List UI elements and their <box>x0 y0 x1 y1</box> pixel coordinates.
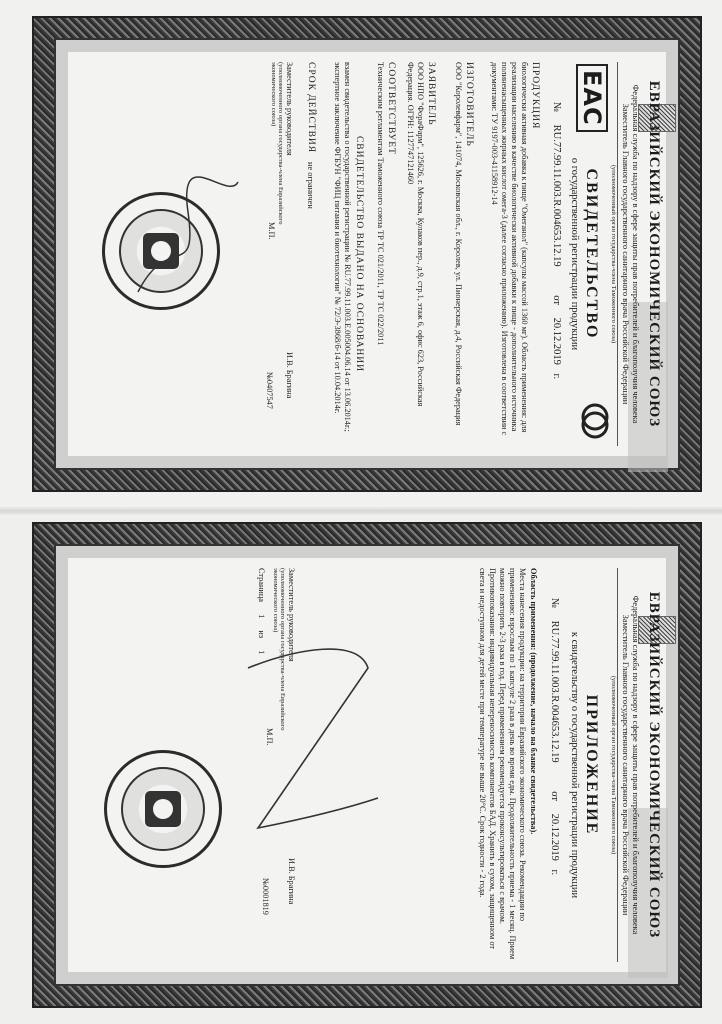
manufacturer-text: ООО "Королевфарм", 141074, Московская обл., г. Королев, ул. Пионерская, д.4, Российская Федерация <box>454 62 463 426</box>
agency-name: Федеральная служба по надзору в сфере защиты прав потребителей и благополучия человека <box>631 84 641 424</box>
doc-number-line: № RU.77.99.11.003.R.004653.12.19 от 20.12.2019 г. <box>551 102 562 380</box>
appendix-agency: Федеральная служба по надзору в сфере защиты прав потребителей и благополучия человека <box>631 595 641 935</box>
appendix-company-stamp <box>104 750 222 868</box>
doc-title: СВИДЕТЕЛЬСТВО <box>583 168 600 340</box>
eac-mark: ЕАС <box>576 64 608 132</box>
appendix-number: RU.77.99.11.003.R.004653.12.19 <box>549 620 560 763</box>
doc-number: RU.77.99.11.003.R.004653.12.19 <box>551 124 562 267</box>
product-label: ПРОДУКЦИЯ <box>530 62 540 130</box>
appendix-signer-role: Заместитель руководителя <box>287 568 296 662</box>
certificate-page <box>32 16 702 492</box>
appendix-date: 20.12.2019 <box>549 813 560 861</box>
serial-number: №0407547 <box>265 372 274 409</box>
appendix-stamp-mp: М.П. <box>265 728 274 746</box>
appendix-z-mark <box>218 628 398 848</box>
appendix-union-title: ЕВРАЗИЙСКИЙ ЭКОНОМИЧЕСКИЙ СОЮЗ <box>646 591 662 939</box>
certificate-sheet <box>68 52 666 456</box>
doc-date: 20.12.2019 <box>551 317 562 365</box>
appendix-signer-name: И.В. Брагина <box>287 858 296 905</box>
conforms-label: СООТВЕТСТВУЕТ <box>386 62 396 155</box>
applicant-label: ЗАЯВИТЕЛЬ <box>426 62 436 126</box>
appendix-number-line: № RU.77.99.11.003.R.004653.12.19 от 20.12.2019 г. <box>549 598 560 876</box>
conforms-text: Техническим регламентам Таможенного союза ТР ТС 021/2011, ТР ТС 022/2011 <box>376 62 385 346</box>
official-title: Заместитель Главного государственного санитарного врача Российской Федерации <box>621 103 631 405</box>
appendix-body-text: Места нанесения продукции: на территории Евразийского экономического союза. Рекомендации по применению: взрослым по 1 капсуле 2 раза в день во время еды. Продолжительность приема - 1 месяц. Прием можно повторить 2-3 раза в год. Перед применением рекомендуется проконсультироваться с врачом. Противопоказания: индивидуальная непереносимость компонентов БАД. Хранить в сухом, защищенном от света и недоступном для детей месте при температуре не выше 20°С. Срок годности - 2 года. <box>478 568 527 960</box>
page-fold <box>0 505 722 517</box>
applicant-text: ООО НПО "ФораФарм", 125626, г. Москва, Кулаков пер., д.9, стр.1, этаж 6, офис 623, Российская Федерация. ОГРН: 1127747121460 <box>406 62 425 407</box>
basis-label: СВИДЕТЕЛЬСТВО ВЫДАНО НА ОСНОВАНИИ <box>354 135 364 373</box>
signature <box>128 172 248 312</box>
appendix-sheet <box>68 558 666 972</box>
union-title: ЕВРАЗИЙСКИЙ ЭКОНОМИЧЕСКИЙ СОЮЗ <box>646 80 662 428</box>
appendix-title: ПРИЛОЖЕНИЕ <box>583 694 600 836</box>
product-text: биологически активная добавка к пище "Омеганол" (капсулы массой 1360 мг). Область применения: для реализации населению в качестве биологически активной добавки к пище - дополнительного источника полиненасыщенных жирных кислот омега-3 (далее согласно приложению). Изготовлена в соответствии с документами: ТУ 9197-003-41158912-14 <box>490 62 529 436</box>
validity-text: не ограничен <box>306 162 315 209</box>
signer-name: И.В. Брагина <box>285 352 294 399</box>
appendix-signer-caption: (уполномоченного органа государства-члена Евразийского экономического союза) <box>271 568 286 731</box>
doc-subtitle: о государственной регистрации продукции <box>569 157 580 351</box>
appendix-serial: №0001819 <box>261 878 270 915</box>
appendix-stamp-emblem-icon <box>145 791 181 827</box>
validity-label: СРОК ДЕЙСТВИЯ <box>306 62 316 154</box>
appendix-subtitle: к свидетельству о государственной регистрации продукции <box>569 631 580 899</box>
stamp-mp: М.П. <box>267 222 276 240</box>
appendix-official: Заместитель Главного государственного санитарного врача Российской Федерации <box>621 614 631 916</box>
official-caption: (уполномоченный орган государства-члена Таможенного союза) <box>610 62 618 446</box>
appendix-body-heading: Область применения: (продолжение, начало на бланке свидетельства). <box>529 568 538 835</box>
basis-text: взамен свидетельства о государственной регистрации № RU.77.99.11.003.E.005004.06.14 от 13.06.2014г.; экспертное заключение ФГБУН "ФИЦ питания и биотехнологии" № 72/Э-3868/б-14 от 10.04.2014г. <box>333 62 352 432</box>
appendix-official-caption: (уполномоченный орган государства-члена Таможенного союза) <box>610 568 618 962</box>
signer-role: Заместитель руководителя <box>285 62 294 156</box>
manufacturer-label: ИЗГОТОВИТЕЛЬ <box>464 62 474 147</box>
appendix-page <box>32 522 702 1008</box>
page-counter: Страница 1 из 1 <box>257 568 266 655</box>
signer-caption: (уполномоченного органа государства-члена Евразийского экономического союза) <box>269 62 284 225</box>
